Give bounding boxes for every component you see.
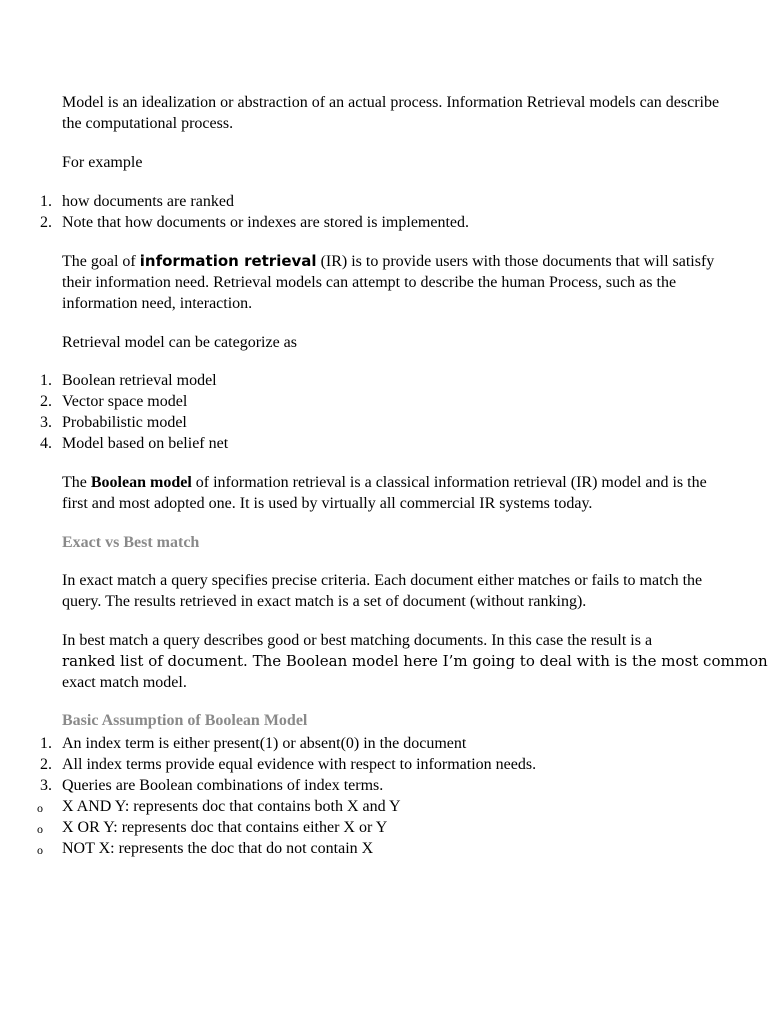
exact-match-paragraph: In exact match a query specifies precise criteria. Each document either matches or fails to match the query. The results retrieved in exact match is a set of document (without ranking).: [62, 572, 703, 610]
models-list: [0, 370, 740, 454]
list-item: o X OR Y: represents doc that contains either X or Y: [0, 817, 740, 838]
exact-vs-best-heading: Exact vs Best match: [62, 534, 200, 551]
list-item: 3 . Probabilistic model: [0, 412, 740, 433]
list-item: 2 . Vector space model: [0, 391, 740, 412]
circle-bullet-icon: o: [37, 801, 43, 815]
categorize-intro: Retrieval model can be categorize as: [62, 334, 297, 351]
circle-bullet-icon: o: [37, 843, 43, 857]
operators-bullet-list: [0, 796, 740, 859]
for-example-label: For example: [62, 154, 143, 171]
goal-paragraph: The goal of information retrieval (IR) is to provide users with those documents that will satisfy their information need. Retrieval models can attempt to describe the human Process, such as the information need, interaction.: [62, 252, 715, 312]
best-match-paragraph: In best match a query describes good or best matching documents. In this case the result is a ranked list of document. The Boolean model here I’m going to deal with is the most common exact match model.: [62, 632, 768, 691]
list-item: 1 . An index term is either present(1) or absent(0) in the document: [0, 733, 740, 754]
assumptions-heading: Basic Assumption of Boolean Model: [62, 712, 308, 729]
intro-paragraph: Model is an idealization or abstraction of an actual process. Information Retrieval models can describe the computational process.: [62, 94, 720, 132]
boolean-model-term: Boolean model: [90, 474, 192, 491]
assumptions-list: [0, 733, 740, 796]
list-item: 2 . Note that how documents or indexes are stored is implemented.: [0, 212, 740, 233]
list-item: 1 . how documents are ranked: [0, 191, 740, 212]
list-item: 2 . All index terms provide equal evidence with respect to information needs.: [0, 754, 740, 775]
list-item: 4 . Model based on belief net: [0, 433, 740, 454]
examples-list: [0, 191, 740, 233]
list-item: o X AND Y: represents doc that contains both X and Y: [0, 796, 740, 817]
list-item: o NOT X: represents the doc that do not contain X: [0, 838, 740, 859]
list-item: 3 . Queries are Boolean combinations of index terms.: [0, 775, 740, 796]
ir-term: information retrieval: [139, 252, 317, 270]
boolean-intro-paragraph: The Boolean model of information retrieval is a classical information retrieval (IR) model and is the first and most adopted one. It is used by virtually all commercial IR systems today.: [62, 474, 707, 512]
list-item: 1 . Boolean retrieval model: [0, 370, 740, 391]
circle-bullet-icon: o: [37, 822, 43, 836]
